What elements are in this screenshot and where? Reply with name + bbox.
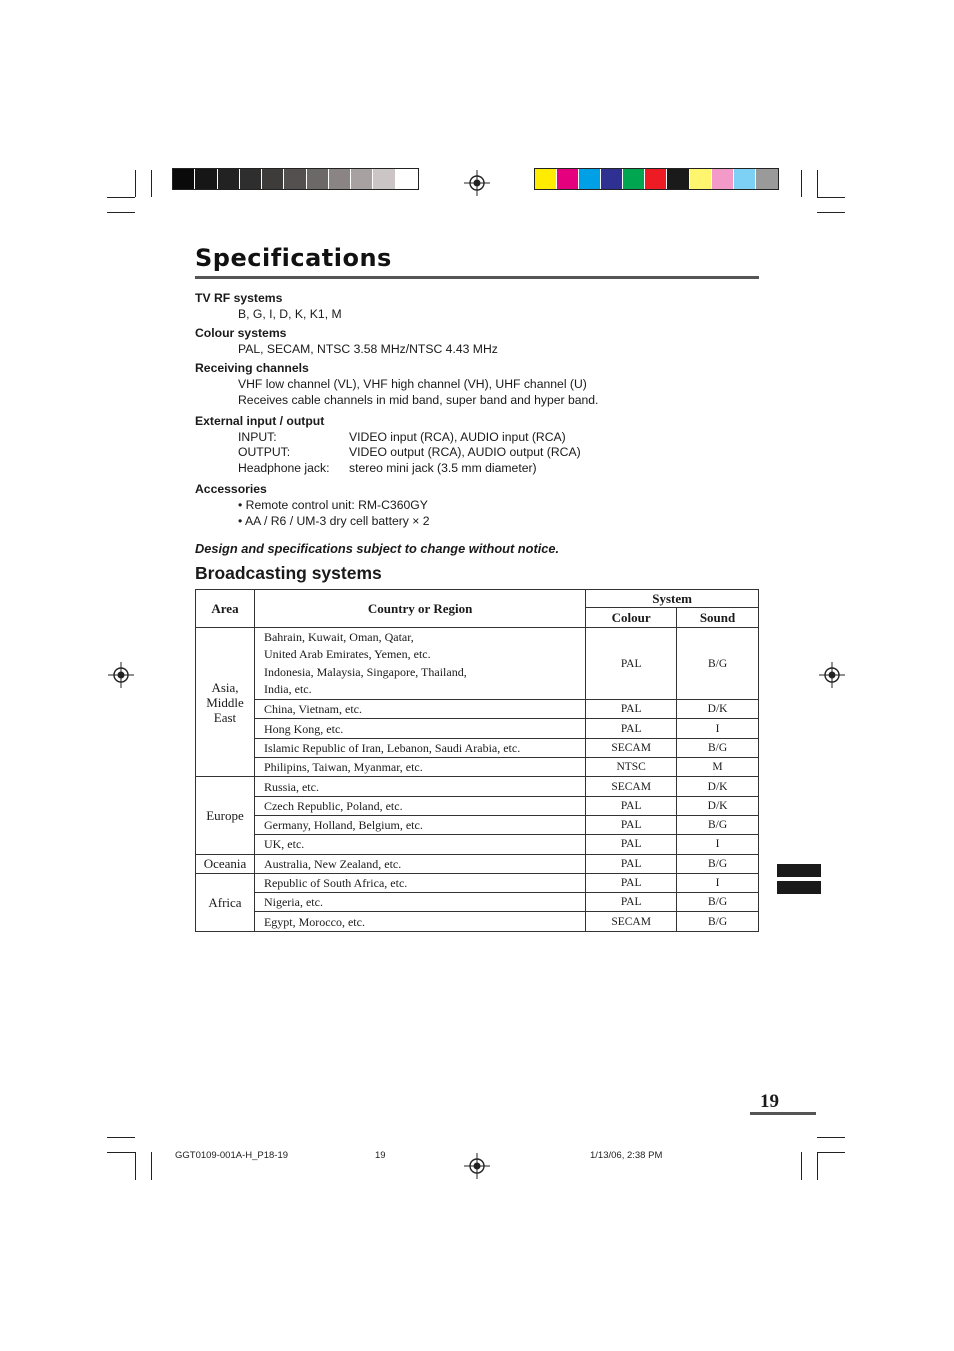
language-tab-marker	[777, 881, 821, 894]
sound-cell: D/K	[677, 796, 759, 815]
table-row	[196, 758, 759, 777]
country-cell: Australia, New Zealand, etc.	[254, 854, 585, 873]
colour-cell: PAL	[586, 873, 677, 892]
table-row	[196, 738, 759, 757]
calibration-swatch	[623, 169, 645, 189]
header-colour: Colour	[586, 608, 677, 628]
table-row	[196, 854, 759, 873]
country-cell: Republic of South Africa, etc.	[254, 873, 585, 892]
colour-cell: PAL	[586, 815, 677, 834]
area-oceania: Oceania	[196, 854, 255, 873]
table-row	[196, 815, 759, 834]
spec-heading-colour: Colour systems	[195, 326, 287, 341]
broadcasting-systems-table	[195, 589, 759, 932]
colour-cell: SECAM	[586, 738, 677, 757]
calibration-swatch	[645, 169, 667, 189]
footer-timestamp: 1/13/06, 2:38 PM	[590, 1150, 663, 1161]
change-notice: Design and specifications subject to change without notice.	[195, 541, 560, 556]
page-title: Specifications	[195, 244, 392, 272]
country-line: Indonesia, Malaysia, Singapore, Thailand,	[263, 664, 467, 679]
calibration-swatch	[173, 169, 195, 189]
grayscale-calibration-bar	[172, 168, 419, 190]
registration-mark-icon	[464, 170, 490, 196]
spec-row-headphone	[195, 461, 765, 477]
calibration-swatch	[195, 169, 217, 189]
country-cell: Czech Republic, Poland, etc.	[254, 796, 585, 815]
header-system: System	[586, 590, 759, 608]
footer-filename: GGT0109-001A-H_P18-19	[175, 1150, 289, 1161]
country-cell: Germany, Holland, Belgium, etc.	[254, 815, 585, 834]
country-cell: Philipins, Taiwan, Myanmar, etc.	[254, 758, 585, 777]
calibration-swatch	[373, 169, 395, 189]
language-tab-marker	[777, 864, 821, 877]
colour-cell: SECAM	[586, 777, 677, 796]
calibration-swatch	[756, 169, 778, 189]
page-number: 19	[760, 1091, 779, 1112]
sound-cell: I	[677, 719, 759, 738]
spec-row-input	[195, 430, 765, 446]
colour-cell: PAL	[586, 719, 677, 738]
calibration-swatch	[557, 169, 579, 189]
colour-cell: PAL	[586, 854, 677, 873]
colour-cell: PAL	[586, 796, 677, 815]
sound-cell: I	[677, 835, 759, 854]
header-area: Area	[196, 590, 255, 628]
table-row	[196, 835, 759, 854]
header-sound: Sound	[677, 608, 759, 628]
country-cell: Islamic Republic of Iran, Lebanon, Saudi Arabia, etc.	[254, 738, 585, 757]
calibration-swatch	[690, 169, 712, 189]
table-row	[196, 700, 759, 719]
calibration-swatch	[329, 169, 351, 189]
calibration-swatch	[307, 169, 329, 189]
calibration-swatch	[218, 169, 240, 189]
spec-accessory-1: • Remote control unit: RM-C360GY	[238, 498, 428, 513]
sound-cell: B/G	[677, 815, 759, 834]
country-cell: UK, etc.	[254, 835, 585, 854]
area-europe: Europe	[196, 777, 255, 854]
spec-key-headphone: Headphone jack:	[238, 460, 330, 475]
country-line: Bahrain, Kuwait, Oman, Qatar,	[263, 630, 414, 644]
spec-key-input: INPUT:	[238, 429, 277, 444]
sound-cell: M	[677, 758, 759, 777]
calibration-swatch	[351, 169, 373, 189]
spec-key-output: OUTPUT:	[238, 445, 291, 460]
calibration-swatch	[284, 169, 306, 189]
registration-mark-icon	[819, 662, 845, 688]
sound-cell: B/G	[677, 854, 759, 873]
spec-value-tv-rf: B, G, I, D, K, K1, M	[238, 306, 342, 321]
calibration-swatch	[240, 169, 262, 189]
spec-row-output	[195, 445, 765, 461]
page-number-rule	[750, 1112, 816, 1115]
country-cell: Russia, etc.	[254, 777, 585, 796]
calibration-swatch	[535, 169, 557, 189]
color-calibration-bar	[534, 168, 779, 190]
calibration-swatch	[667, 169, 689, 189]
country-cell: Egypt, Morocco, etc.	[254, 912, 585, 931]
footer-page: 19	[375, 1150, 386, 1161]
spec-value-receiving-1: VHF low channel (VL), VHF high channel (VH), UHF channel (U)	[238, 376, 587, 391]
registration-mark-icon	[464, 1153, 490, 1179]
colour-cell: PAL	[586, 835, 677, 854]
table-row	[196, 628, 759, 700]
calibration-swatch	[712, 169, 734, 189]
sound-cell: B/G	[677, 912, 759, 931]
sound-cell: B/G	[677, 738, 759, 757]
table-row	[196, 912, 759, 931]
table-header-row	[196, 590, 759, 608]
registration-mark-icon	[108, 662, 134, 688]
spec-heading-tv-rf: TV RF systems	[195, 291, 283, 305]
spec-heading-receiving: Receiving channels	[195, 361, 309, 376]
calibration-swatch	[396, 169, 418, 189]
area-africa: Africa	[196, 873, 255, 931]
calibration-swatch	[579, 169, 601, 189]
colour-cell: PAL	[586, 893, 677, 912]
country-cell: China, Vietnam, etc.	[254, 700, 585, 719]
colour-cell: PAL	[586, 628, 677, 700]
sound-cell: B/G	[677, 893, 759, 912]
spec-value-input: VIDEO input (RCA), AUDIO input (RCA)	[349, 429, 566, 444]
specifications-list	[195, 291, 765, 529]
spec-value-receiving-2: Receives cable channels in mid band, super band and hyper band.	[238, 392, 599, 407]
sound-cell: I	[677, 873, 759, 892]
sound-cell: B/G	[677, 628, 759, 700]
spec-heading-external: External input / output	[195, 414, 325, 429]
spec-heading-accessories: Accessories	[195, 481, 267, 496]
country-cell: Nigeria, etc.	[254, 893, 585, 912]
sound-cell: D/K	[677, 777, 759, 796]
table-row	[196, 873, 759, 892]
country-cell	[254, 628, 585, 700]
table-row	[196, 777, 759, 796]
table-row	[196, 796, 759, 815]
country-line: United Arab Emirates, Yemen, etc.	[263, 647, 431, 662]
table-row	[196, 893, 759, 912]
colour-cell: NTSC	[586, 758, 677, 777]
title-rule	[195, 276, 759, 279]
table-row	[196, 719, 759, 738]
country-line: India, etc.	[263, 681, 312, 696]
header-country: Country or Region	[254, 590, 585, 628]
spec-value-colour: PAL, SECAM, NTSC 3.58 MHz/NTSC 4.43 MHz	[238, 341, 498, 356]
colour-cell: SECAM	[586, 912, 677, 931]
calibration-swatch	[262, 169, 284, 189]
sound-cell: D/K	[677, 700, 759, 719]
country-cell: Hong Kong, etc.	[254, 719, 585, 738]
colour-cell: PAL	[586, 700, 677, 719]
calibration-swatch	[601, 169, 623, 189]
broadcasting-heading: Broadcasting systems	[195, 563, 382, 583]
spec-value-headphone: stereo mini jack (3.5 mm diameter)	[349, 460, 537, 475]
spec-accessory-2: • AA / R6 / UM-3 dry cell battery × 2	[238, 513, 430, 528]
spec-value-output: VIDEO output (RCA), AUDIO output (RCA)	[349, 445, 581, 460]
calibration-swatch	[734, 169, 756, 189]
area-asia: Asia, Middle East	[196, 628, 255, 777]
